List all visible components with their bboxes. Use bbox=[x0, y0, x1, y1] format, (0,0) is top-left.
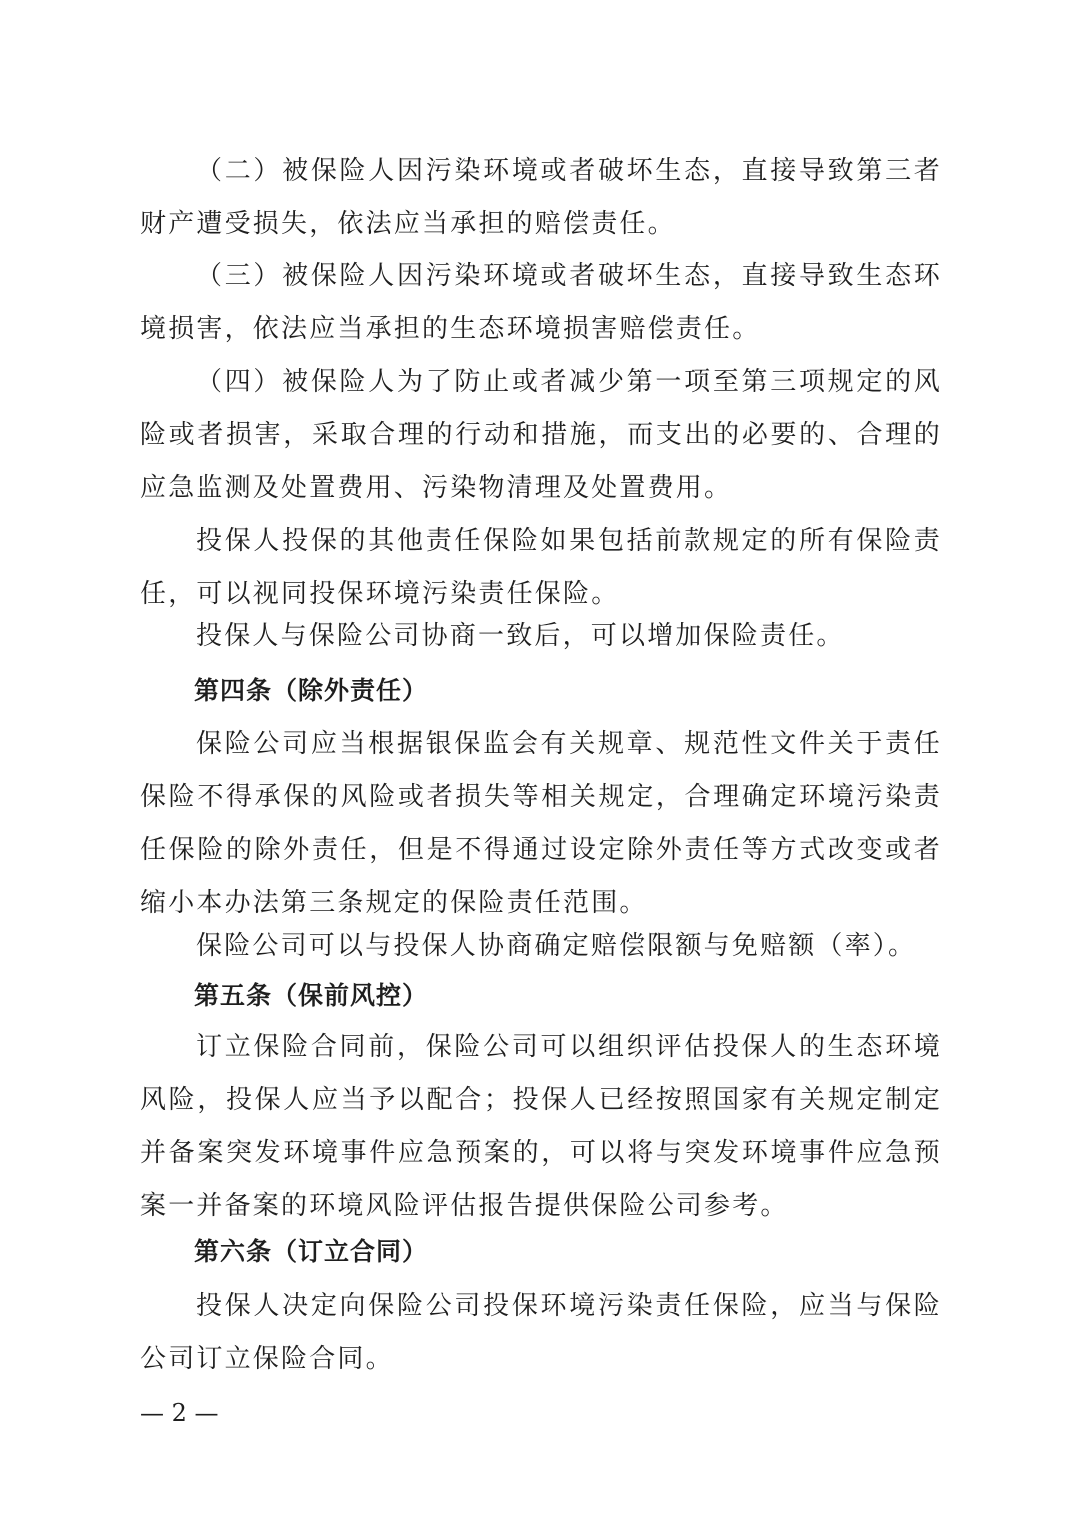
paragraph-item-3: （三）被保险人因污染环境或者破坏生态，直接导致生态环境损害，依法应当承担的生态环境损害赔偿责任。 bbox=[140, 261, 942, 344]
paragraph-item-4: （四）被保险人为了防止或者减少第一项至第三项规定的风险或者损害，采取合理的行动和措施，而支出的必要的、合理的应急监测及处置费用、污染物清理及处置费用。 bbox=[140, 367, 942, 503]
heading-article-5: 第五条（保前风控） bbox=[194, 981, 429, 1010]
paragraph-exclusions: 保险公司应当根据银保监会有关规章、规范性文件关于责任保险不得承保的风险或者损失等相关规定，合理确定环境污染责任保险的除外责任，但是不得通过设定除外责任等方式改变或者缩小本办法第三条规定的保险责任范围。 bbox=[140, 729, 942, 918]
paragraph-deductibles: 保险公司可以与投保人协商确定赔偿限额与免赔额（率）。 bbox=[196, 931, 917, 961]
paragraph-contract: 投保人决定向保险公司投保环境污染责任保险，应当与保险公司订立保险合同。 bbox=[140, 1291, 942, 1374]
paragraph-item-2: （二）被保险人因污染环境或者破坏生态，直接导致第三者财产遭受损失，依法应当承担的赔偿责任。 bbox=[140, 156, 942, 239]
paragraph-risk-assessment: 订立保险合同前，保险公司可以组织评估投保人的生态环境风险，投保人应当予以配合；投保人已经按照国家有关规定制定并备案突发环境事件应急预案的，可以将与突发环境事件应急预案一并备案的环境风险评估报告提供保险公司参考。 bbox=[140, 1032, 942, 1221]
heading-article-4: 第四条（除外责任） bbox=[194, 676, 429, 705]
heading-article-6: 第六条（订立合同） bbox=[194, 1237, 429, 1266]
page-number: — 2 — bbox=[140, 1399, 219, 1427]
paragraph-additional-liability: 投保人与保险公司协商一致后，可以增加保险责任。 bbox=[196, 621, 845, 651]
paragraph-equivalent-insurance: 投保人投保的其他责任保险如果包括前款规定的所有保险责任，可以视同投保环境污染责任保险。 bbox=[140, 526, 942, 609]
